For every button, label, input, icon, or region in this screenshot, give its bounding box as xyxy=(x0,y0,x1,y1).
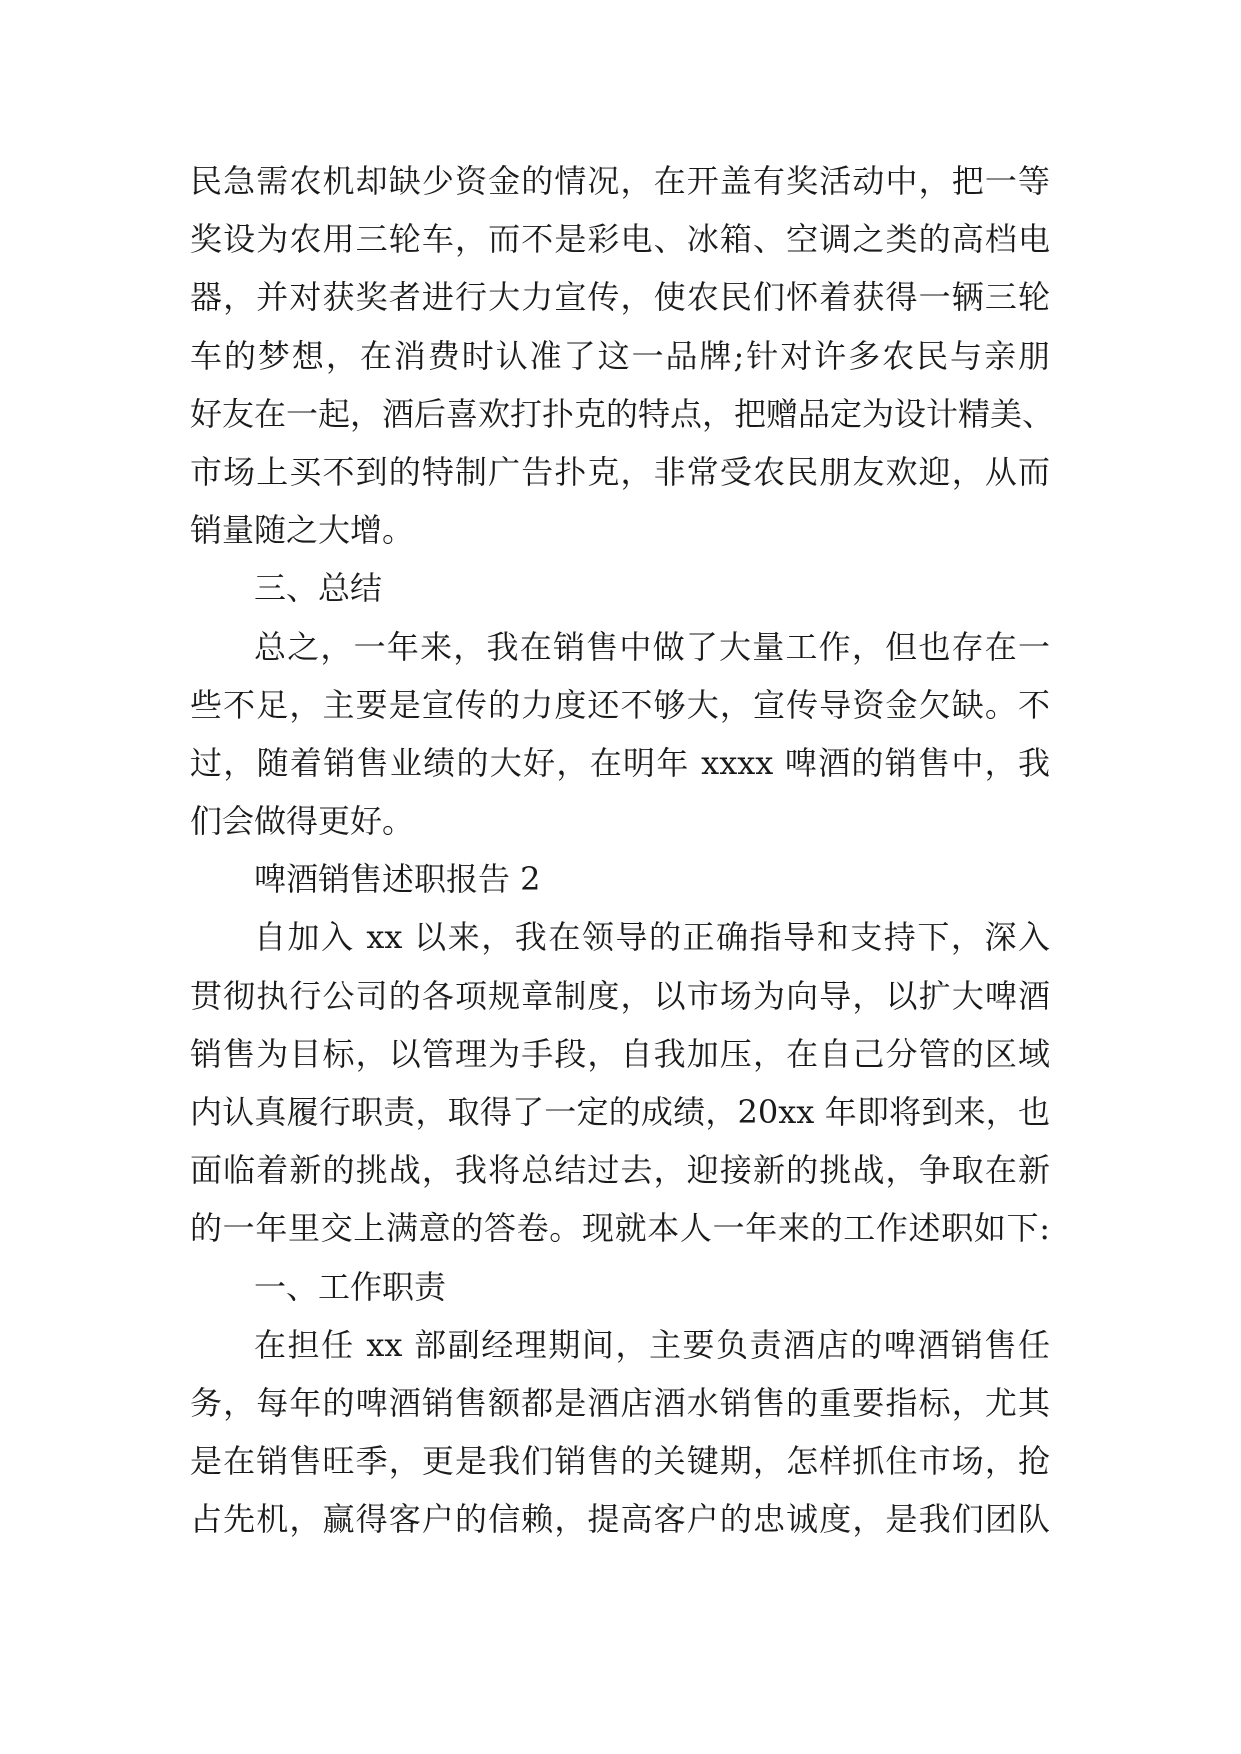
text-line: 好友在一起，酒后喜欢打扑克的特点，把赠品定为设计精美、 xyxy=(190,394,1055,433)
text-line: 销售为目标，以管理为手段，自我加压，在自己分管的区域 xyxy=(190,1034,1050,1073)
text-line: 贯彻执行公司的各项规章制度，以市场为向导，以扩大啤酒 xyxy=(190,976,1050,1015)
text-line: 内认真履行职责，取得了一定的成绩，20xx 年即将到来，也 xyxy=(190,1093,1050,1131)
document-body xyxy=(190,152,1055,1549)
text-line: 总之，一年来，我在销售中做了大量工作，但也存在一 xyxy=(254,627,1050,666)
text-line: 器，并对获奖者进行大力宣传，使农民们怀着获得一辆三轮 xyxy=(190,278,1050,317)
text-line: 占先机，赢得客户的信赖，提高客户的忠诚度，是我们团队 xyxy=(190,1500,1050,1539)
text-line: 奖设为农用三轮车，而不是彩电、冰箱、空调之类的高档电 xyxy=(190,220,1050,259)
text-line: 三、总结 xyxy=(254,569,383,608)
text-line: 一、工作职责 xyxy=(254,1267,447,1306)
text-line: 市场上买不到的特制广告扑克，非常受农民朋友欢迎，从而 xyxy=(190,452,1050,491)
text-line: 些不足，主要是宣传的力度还不够大，宣传导资金欠缺。不 xyxy=(190,685,1050,724)
text-line: 自加入 xx 以来，我在领导的正确指导和支持下，深入 xyxy=(254,918,1050,957)
text-line: 在担任 xx 部副经理期间，主要负责酒店的啤酒销售任 xyxy=(254,1325,1050,1364)
text-line: 们会做得更好。 xyxy=(190,802,415,841)
text-line: 民急需农机却缺少资金的情况，在开盖有奖活动中，把一等 xyxy=(190,162,1050,200)
text-line: 销量随之大增。 xyxy=(190,511,415,550)
text-line: 车的梦想，在消费时认准了这一品牌;针对许多农民与亲朋 xyxy=(190,336,1050,375)
text-line: 面临着新的挑战，我将总结过去，迎接新的挑战，争取在新 xyxy=(190,1151,1050,1190)
text-line: 的一年里交上满意的答卷。现就本人一年来的工作述职如下: xyxy=(190,1209,1050,1248)
text-line: 是在销售旺季，更是我们销售的关键期，怎样抓住市场，抢 xyxy=(190,1442,1050,1481)
text-line: 务，每年的啤酒销售额都是酒店酒水销售的重要指标，尤其 xyxy=(190,1383,1050,1422)
text-line: 过，随着销售业绩的大好，在明年 xxxx 啤酒的销售中，我 xyxy=(190,743,1050,782)
text-line: 啤酒销售述职报告 2 xyxy=(254,860,541,899)
